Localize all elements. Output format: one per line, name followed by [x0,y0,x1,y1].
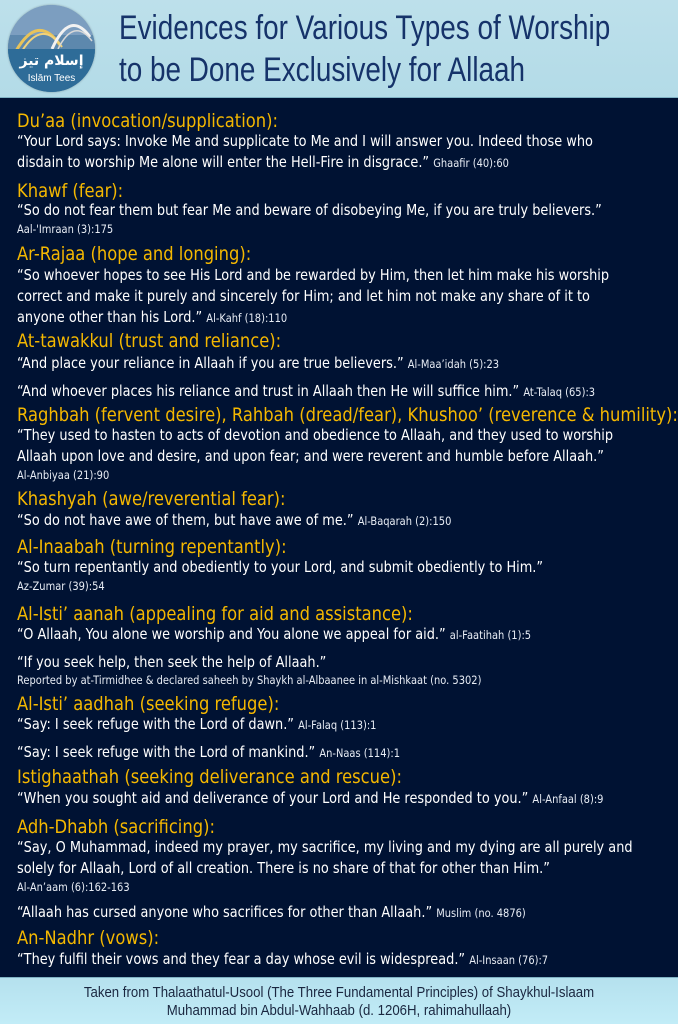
footer-line-1: Taken from Thalaathatul-Usool (The Three Fundamental Principles) of Shaykhul-Islaam [83,984,595,1001]
title-line-2: to be Done Exclusively for Allaah [119,51,526,89]
quote-reference: Al-Insaan (76):7 [469,953,549,967]
quote-adh-dhabh-2 [17,902,661,924]
quote-text: “So do not have awe of them, but have awe of me.” [17,511,354,529]
quote-text: “Say, O Muhammad, indeed my prayer, my sacrifice, my living and my dying are all purely and [17,838,633,856]
quote-al-istiaanah-1 [17,624,661,646]
quote-text: correct and make it purely and sincerely for Him; and let him not make any share of it to [17,287,590,305]
quote-reference: Al-Anbiyaa (21):90 [17,468,110,482]
section-title-at-tawakkul: At-tawakkul (trust and reliance): [17,330,282,352]
quote-text: anyone other than his Lord.” [17,308,203,326]
quote-text: disdain to worship Me alone will enter the Hell-Fire in disgrace.” [17,153,430,171]
logo [8,5,95,92]
quote-at-tawakkul-2 [17,381,661,403]
quote-khawf [17,200,661,221]
quote-text: “When you sought aid and deliverance of your Lord and He responded to you.” [17,789,529,807]
section-title-khawf: Khawf (fear): [17,180,124,202]
quote-text: “So turn repentantly and obediently to your Lord, and submit obediently to Him.” [17,558,544,576]
section-title-duaa: Du’aa (invocation/supplication): [17,110,278,132]
section-title-khashyah: Khashyah (awe/reverential fear): [17,488,286,510]
quote-ar-rajaa [17,265,661,329]
logo-arabic-text: إسلام تيز [19,53,84,69]
section-title-istighaathah: Istighaathah (seeking deliverance and rescue): [17,766,402,788]
quote-reference: Al-An’aam (6):162-163 [17,880,130,894]
quote-al-istiaadhah-2 [17,742,661,764]
quote-reference: Al-Anfaal (8):9 [532,792,604,806]
quote-at-tawakkul-1 [17,353,661,375]
quote-reference: Ghaafir (40):60 [433,156,509,170]
quote-reference: At-Talaq (65):3 [523,385,596,399]
quote-reference: An-Naas (114):1 [319,746,400,760]
quote-text: “And whoever places his reliance and trust in Allaah then He will suffice him.” [17,382,520,400]
logo-english-text: Islām Tees [27,73,76,84]
quote-text: “If you seek help, then seek the help of Allaah.” [17,653,327,671]
section-title-al-inaabah: Al-Inaabah (turning repentantly): [17,536,287,558]
quote-reference: al-Faatihah (1):5 [449,628,532,642]
quote-text: “Allaah has cursed anyone who sacrifices for other than Allaah.” [17,903,433,921]
source-footer [0,977,678,1024]
quote-al-inaabah [17,557,661,578]
section-title-adh-dhabh: Adh-Dhabh (sacrificing): [17,816,215,838]
quote-text: “So whoever hopes to see His Lord and be rewarded by Him, then let him make his worship [17,266,610,284]
quote-reference: Al-Maa’idah (5):23 [407,357,500,371]
quote-text: “So do not fear them but fear Me and beware of disobeying Me, if you are truly believers.” [17,201,602,219]
quote-reference: Al-Baqarah (2):150 [357,514,452,528]
quote-text: “Say: I seek refuge with the Lord of mankind.” [17,743,316,761]
quote-reference: Az-Zumar (39):54 [17,579,105,593]
quote-reference: Reported by at-Tirmidhee & declared saheeh by Shaykh al-Albaanee in al-Mishkaat (no. 5302) [17,673,482,687]
section-title-raghbah-rahbah-khushoo: Raghbah (fervent desire), Rahbah (dread/fear), Khushoo’ (reverence & humility): [17,404,678,426]
quote-adh-dhabh-1 [17,837,661,879]
quote-text: “Say: I seek refuge with the Lord of dawn.” [17,715,294,733]
quote-text: solely for Allaah, Lord of all creation. There is no share of that for other than Him.” [17,859,550,877]
section-title-ar-rajaa: Ar-Rajaa (hope and longing): [17,243,252,265]
quote-duaa [17,131,661,174]
quote-text: “They used to hasten to acts of devotion and obedience to Allaah, and they used to worship [17,426,614,444]
quote-text: “O Allaah, You alone we worship and You alone we appeal for aid.” [17,625,446,643]
title-line-1: Evidences for Various Types of Worship [119,9,611,47]
quote-reference: Aal-'Imraan (3):175 [17,222,114,236]
quote-raghbah [17,425,661,467]
header-banner [0,0,678,98]
quote-reference: Al-Kahf (18):110 [206,311,288,325]
section-title-an-nadhr: An-Nadhr (vows): [17,927,160,949]
quote-al-istiaadhah-1 [17,714,661,736]
quote-text: Allaah upon love and desire, and upon fear; and were reverent and humble before Allaah.” [17,447,604,465]
quote-text: “Your Lord says: Invoke Me and supplicate to Me and I will answer you. Indeed those who [17,132,593,150]
footer-line-2: Muhammad bin Abdul-Wahhaab (d. 1206H, rahimahullaah) [166,1002,512,1019]
quote-text: “They fulfil their vows and they fear a day whose evil is widespread.” [17,950,466,968]
quote-reference: Muslim (no. 4876) [436,906,526,920]
section-title-al-istiaadhah: Al-Isti’ aadhah (seeking refuge): [17,693,280,715]
quote-khashyah [17,510,661,532]
quote-reference: Al-Falaq (113):1 [298,718,377,732]
quote-an-nadhr [17,949,661,971]
quote-al-istiaanah-2 [17,652,661,673]
page-title [119,7,611,91]
quote-istighaathah [17,788,661,810]
quote-text: “And place your reliance in Allaah if you are true believers.” [17,354,404,372]
section-title-al-istiaanah: Al-Isti’ aanah (appealing for aid and assistance): [17,603,413,625]
